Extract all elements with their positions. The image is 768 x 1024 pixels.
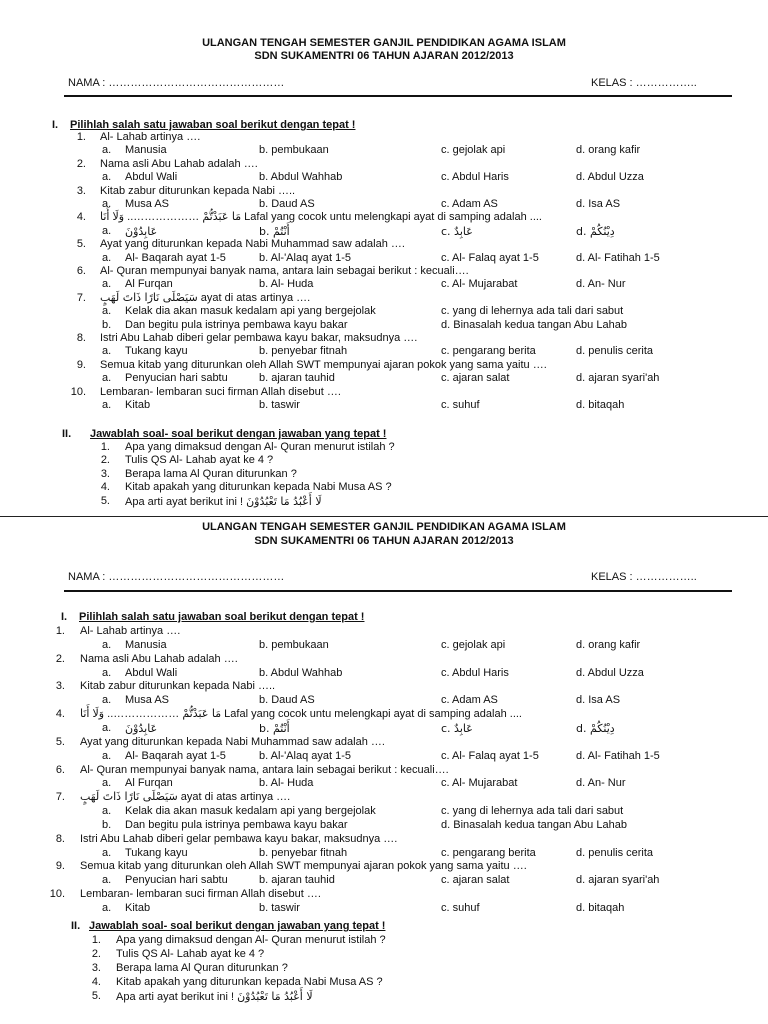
question-text: Istri Abu Lahab diberi gelar pembawa kayu bakar, maksudnya …. bbox=[80, 832, 398, 845]
option-c: c. Abdul Haris bbox=[441, 171, 509, 184]
question-number: 7. bbox=[55, 791, 65, 804]
option-a: Manusia bbox=[125, 638, 167, 651]
option-c: c. gejolak api bbox=[441, 144, 506, 157]
option-d: d. bitaqah bbox=[576, 399, 625, 411]
option-letter: a. bbox=[102, 399, 112, 411]
essay-number: 5. bbox=[100, 494, 110, 507]
option-d: d. bitaqah bbox=[576, 902, 625, 914]
question-number: 5. bbox=[76, 238, 86, 251]
essay-question: Kitab apakah yang diturunkan kepada Nabi Musa AS ? bbox=[116, 975, 383, 988]
option-d: d. دِيْنُكُمْ bbox=[576, 721, 615, 735]
option-letter: a. bbox=[102, 805, 112, 818]
question-number: 10. bbox=[70, 385, 86, 398]
nama-field: NAMA : ………………………………………… bbox=[68, 571, 285, 583]
essay-question: Apa arti ayat berikut ini ! لَا أَعْبُدُ مَا تَعْبُدُوْنَ bbox=[116, 989, 313, 1003]
option-b: b. penyebar fitnah bbox=[259, 345, 348, 358]
arabic-verse: مَا عَبَدْتُّمْ bbox=[182, 707, 222, 721]
section-1-number: I. bbox=[61, 611, 68, 623]
essay-question: Kitab apakah yang diturunkan kepada Nabi Musa AS ? bbox=[125, 481, 392, 494]
essay-question: Berapa lama Al Quran diturunkan ? bbox=[125, 467, 297, 480]
question-number: 3. bbox=[55, 680, 65, 693]
essay-question: Apa arti ayat berikut ini ! لَا أَعْبُدُ مَا تَعْبُدُوْنَ bbox=[125, 494, 322, 508]
option-b: b. Abdul Wahhab bbox=[259, 171, 343, 184]
header-rule bbox=[64, 95, 732, 97]
option-b: b. Al- Huda bbox=[259, 278, 314, 291]
option-c: c. Al- Mujarabat bbox=[441, 777, 518, 790]
question-text-latin: ayat di atas artinya …. bbox=[197, 291, 311, 304]
option-a: Penyucian hari sabtu bbox=[125, 874, 228, 887]
question-text-latin: ……………….. وَلَا أَنَا Lafal yang cocok untu melengkapi ayat di samping adalah .... bbox=[100, 211, 542, 224]
option-c: c. عَابِدٌ bbox=[441, 224, 473, 238]
option-letter: a. bbox=[102, 638, 112, 651]
option-a: Abdul Wali bbox=[125, 666, 178, 679]
option-c: c. Abdul Haris bbox=[441, 666, 509, 679]
option-a: Abdul Wali bbox=[125, 171, 178, 184]
option-b: b. taswir bbox=[259, 902, 300, 914]
option-letter: a. bbox=[102, 694, 112, 707]
option-letter: a. bbox=[102, 777, 112, 790]
essay-number: 3. bbox=[100, 467, 110, 480]
option-letter: b. bbox=[102, 818, 112, 831]
question-text bbox=[80, 790, 290, 804]
option-c: c. suhuf bbox=[441, 399, 480, 411]
essay-question: Tulis QS Al- Lahab ayat ke 4 ? bbox=[125, 454, 274, 467]
essay-number: 2. bbox=[91, 947, 101, 960]
question-text: Al- Lahab artinya …. bbox=[80, 625, 181, 637]
option-d: d. Isa AS bbox=[576, 694, 621, 707]
option-c: c. yang di lehernya ada tali dari sabut bbox=[441, 305, 624, 318]
option-a: Kelak dia akan masuk kedalam api yang bergejolak bbox=[125, 305, 376, 318]
option-letter: a. bbox=[102, 251, 112, 264]
question-text bbox=[100, 210, 542, 224]
option-d: d. Abdul Uzza bbox=[576, 171, 644, 184]
option-d: d. ajaran syari'ah bbox=[576, 874, 660, 887]
option-b: b. pembukaan bbox=[259, 144, 329, 157]
option-c: c. Adam AS bbox=[441, 198, 498, 210]
option-letter: a. bbox=[102, 749, 112, 762]
exam-title: ULANGAN TENGAH SEMESTER GANJIL PENDIDIKAN AGAMA ISLAM bbox=[202, 521, 566, 533]
option-b: b. Daud AS bbox=[259, 694, 315, 707]
option-b: b. taswir bbox=[259, 399, 300, 411]
option-b: b. Al-'Alaq ayat 1-5 bbox=[259, 251, 351, 264]
question-text: Kitab zabur diturunkan kepada Nabi ….. bbox=[100, 184, 296, 197]
option-d: d. orang kafir bbox=[576, 144, 641, 157]
option-d: d. Binasalah kedua tangan Abu Lahab bbox=[441, 818, 627, 831]
option-c: c. suhuf bbox=[441, 902, 480, 914]
question-text: Al- Lahab artinya …. bbox=[100, 131, 201, 143]
option-letter: a. bbox=[102, 278, 112, 291]
option-letter: a. bbox=[102, 198, 112, 210]
option-a: Al Furqan bbox=[125, 278, 173, 291]
question-text: Al- Quran mempunyai banyak nama, antara lain sebagai berikut : kecuali…. bbox=[100, 265, 469, 277]
question-text: Ayat yang diturunkan kepada Nabi Muhammad saw adalah …. bbox=[100, 238, 405, 251]
section-1-number: I. bbox=[52, 119, 59, 131]
option-d: d. An- Nur bbox=[576, 777, 626, 790]
option-d: d. An- Nur bbox=[576, 278, 626, 291]
option-letter: a. bbox=[102, 345, 112, 358]
option-a: Musa AS bbox=[125, 694, 170, 707]
section-2-title bbox=[90, 428, 386, 441]
option-d: d. Abdul Uzza bbox=[576, 666, 644, 679]
option-c: c. Adam AS bbox=[441, 694, 498, 707]
option-b: b. Al-'Alaq ayat 1-5 bbox=[259, 749, 351, 762]
section-2-number: II. bbox=[71, 920, 81, 932]
option-letter: a. bbox=[102, 902, 112, 914]
option-letter: a. bbox=[102, 874, 112, 887]
section-1-title-text: Pilihlah salah satu jawaban soal berikut dengan tepat ! bbox=[70, 119, 356, 131]
question-text: Lembaran- lembaran suci firman Allah disebut …. bbox=[100, 385, 341, 398]
question-text: Semua kitab yang diturunkan oleh Allah SWT mempunyai ajaran pokok yang sama yaitu …. bbox=[100, 358, 547, 371]
section-1-title-text: Pilihlah salah satu jawaban soal berikut dengan tepat ! bbox=[79, 611, 365, 623]
question-number: 2. bbox=[76, 157, 86, 170]
exam-title: ULANGAN TENGAH SEMESTER GANJIL PENDIDIKAN AGAMA ISLAM bbox=[202, 37, 566, 49]
option-c: c. ajaran salat bbox=[441, 874, 510, 887]
question-text-latin: ……………….. وَلَا أَنَا Lafal yang cocok untu melengkapi ayat di samping adalah .... bbox=[80, 708, 522, 721]
option-b: Dan begitu pula istrinya pembawa kayu bakar bbox=[125, 818, 348, 831]
option-d: d. orang kafir bbox=[576, 638, 641, 651]
option-c: c. Al- Mujarabat bbox=[441, 278, 518, 291]
option-c: c. yang di lehernya ada tali dari sabut bbox=[441, 805, 624, 818]
option-a: عَابِدُوْنَ bbox=[125, 224, 158, 238]
question-text: Istri Abu Lahab diberi gelar pembawa kayu bakar, maksudnya …. bbox=[100, 332, 418, 344]
option-b: b. penyebar fitnah bbox=[259, 846, 348, 859]
option-c: c. gejolak api bbox=[441, 638, 506, 651]
kelas-field: KELAS : …………….. bbox=[591, 77, 697, 89]
option-a: Al Furqan bbox=[125, 777, 173, 790]
question-number: 3. bbox=[76, 184, 86, 197]
option-d: d. penulis cerita bbox=[576, 345, 654, 358]
essay-question: Tulis QS Al- Lahab ayat ke 4 ? bbox=[116, 947, 265, 960]
question-text: Al- Quran mempunyai banyak nama, antara lain sebagai berikut : kecuali…. bbox=[80, 763, 449, 776]
essay-number: 5. bbox=[91, 989, 101, 1002]
option-a: Al- Baqarah ayat 1-5 bbox=[125, 749, 226, 762]
option-b: b. ajaran tauhid bbox=[259, 372, 335, 385]
question-text: Semua kitab yang diturunkan oleh Allah SWT mempunyai ajaran pokok yang sama yaitu …. bbox=[80, 860, 527, 873]
question-number: 1. bbox=[76, 131, 86, 143]
option-d: d. Binasalah kedua tangan Abu Lahab bbox=[441, 318, 627, 331]
option-c: c. pengarang berita bbox=[441, 846, 536, 859]
question-text: Ayat yang diturunkan kepada Nabi Muhammad saw adalah …. bbox=[80, 735, 385, 748]
option-d: d. Al- Fatihah 1-5 bbox=[576, 251, 660, 264]
question-number: 5. bbox=[55, 735, 65, 748]
option-letter: a. bbox=[102, 144, 112, 157]
option-b: b. Abdul Wahhab bbox=[259, 666, 343, 679]
question-text: Nama asli Abu Lahab adalah …. bbox=[80, 652, 238, 665]
essay-number: 4. bbox=[91, 975, 101, 988]
option-b: Dan begitu pula istrinya pembawa kayu bakar bbox=[125, 318, 348, 331]
option-letter: a. bbox=[102, 305, 112, 318]
option-a: Musa AS bbox=[125, 198, 170, 210]
section-2-title-text: Jawablah soal- soal berikut dengan jawaban yang tepat ! bbox=[89, 920, 386, 932]
option-b: b. أَنْتُمْ bbox=[259, 224, 290, 238]
option-c: c. pengarang berita bbox=[441, 345, 536, 358]
section-1-title bbox=[79, 611, 364, 624]
option-a: Kitab bbox=[125, 902, 151, 914]
option-b: b. ajaran tauhid bbox=[259, 874, 335, 887]
question-text: Kitab zabur diturunkan kepada Nabi ….. bbox=[80, 680, 276, 693]
option-a: Tukang kayu bbox=[125, 345, 188, 358]
option-c: c. Al- Falaq ayat 1-5 bbox=[441, 749, 539, 762]
option-letter: b. bbox=[102, 318, 112, 331]
page-separator bbox=[0, 516, 768, 517]
option-letter: a. bbox=[102, 171, 112, 184]
option-c: c. Al- Falaq ayat 1-5 bbox=[441, 251, 539, 264]
option-c: c. ajaran salat bbox=[441, 372, 510, 385]
arabic-verse: لَا أَعْبُدُ مَا تَعْبُدُوْنَ bbox=[237, 989, 313, 1003]
question-text-latin: ayat di atas artinya …. bbox=[177, 791, 291, 804]
question-number: 4. bbox=[55, 708, 65, 721]
option-a: عَابِدُوْنَ bbox=[125, 721, 158, 735]
option-letter: a. bbox=[102, 721, 112, 734]
essay-number: 2. bbox=[100, 454, 110, 467]
essay-question: Apa yang dimaksud dengan Al- Quran menurut istilah ? bbox=[125, 441, 395, 453]
arabic-verse: مَا عَبَدْتُّمْ bbox=[202, 210, 242, 224]
essay-number: 4. bbox=[100, 481, 110, 494]
question-number: 1. bbox=[55, 625, 65, 637]
essay-number: 3. bbox=[91, 961, 101, 974]
arabic-verse: لَا أَعْبُدُ مَا تَعْبُدُوْنَ bbox=[246, 494, 322, 508]
option-a: Penyucian hari sabtu bbox=[125, 372, 228, 385]
kelas-field: KELAS : …………….. bbox=[591, 571, 697, 583]
option-a: Al- Baqarah ayat 1-5 bbox=[125, 251, 226, 264]
option-letter: a. bbox=[102, 224, 112, 237]
option-c: c. عَابِدٌ bbox=[441, 721, 473, 735]
option-a: Tukang kayu bbox=[125, 846, 188, 859]
arabic-verse: سَيَصْلَى نَارًا ذَاتَ لَهَبٍ bbox=[80, 790, 178, 804]
essay-question: Apa yang dimaksud dengan Al- Quran menurut istilah ? bbox=[116, 934, 386, 946]
question-number: 9. bbox=[55, 860, 65, 873]
question-number: 4. bbox=[76, 211, 86, 224]
option-d: d. Al- Fatihah 1-5 bbox=[576, 749, 660, 762]
option-a: Manusia bbox=[125, 144, 167, 157]
option-a: Kitab bbox=[125, 399, 151, 411]
header-rule bbox=[64, 590, 732, 592]
option-b: b. Al- Huda bbox=[259, 777, 314, 790]
question-number: 9. bbox=[76, 358, 86, 371]
question-text: Lembaran- lembaran suci firman Allah disebut …. bbox=[80, 888, 321, 901]
essay-question: Berapa lama Al Quran diturunkan ? bbox=[116, 961, 288, 974]
question-text: Nama asli Abu Lahab adalah …. bbox=[100, 157, 258, 170]
school-title: SDN SUKAMENTRI 06 TAHUN AJARAN 2012/2013 bbox=[254, 535, 514, 547]
option-b: b. pembukaan bbox=[259, 638, 329, 651]
option-letter: a. bbox=[102, 372, 112, 385]
option-a: Kelak dia akan masuk kedalam api yang bergejolak bbox=[125, 805, 376, 818]
nama-field: NAMA : ………………………………………… bbox=[68, 77, 285, 89]
question-text bbox=[80, 707, 522, 721]
question-number: 6. bbox=[76, 265, 86, 277]
question-number: 10. bbox=[49, 888, 65, 901]
option-d: d. دِيْنُكُمْ bbox=[576, 224, 615, 238]
option-d: d. penulis cerita bbox=[576, 846, 654, 859]
option-d: d. ajaran syari'ah bbox=[576, 372, 660, 385]
section-2-number: II. bbox=[62, 428, 72, 440]
essay-number: 1. bbox=[91, 934, 101, 946]
question-number: 8. bbox=[55, 832, 65, 845]
option-b: b. Daud AS bbox=[259, 198, 315, 210]
school-title: SDN SUKAMENTRI 06 TAHUN AJARAN 2012/2013 bbox=[254, 50, 514, 62]
option-letter: a. bbox=[102, 846, 112, 859]
option-d: d. Isa AS bbox=[576, 198, 621, 210]
arabic-verse: سَيَصْلَى نَارًا ذَاتَ لَهَبٍ bbox=[100, 290, 198, 304]
option-letter: a. bbox=[102, 666, 112, 679]
section-2-title-text: Jawablah soal- soal berikut dengan jawaban yang tepat ! bbox=[90, 428, 387, 440]
question-text bbox=[100, 291, 310, 305]
essay-number: 1. bbox=[100, 441, 110, 453]
question-number: 8. bbox=[76, 332, 86, 344]
section-2-title bbox=[89, 920, 385, 933]
option-b: b. أَنْتُمْ bbox=[259, 721, 290, 735]
question-number: 6. bbox=[55, 763, 65, 776]
question-number: 2. bbox=[55, 652, 65, 665]
question-number: 7. bbox=[76, 291, 86, 304]
